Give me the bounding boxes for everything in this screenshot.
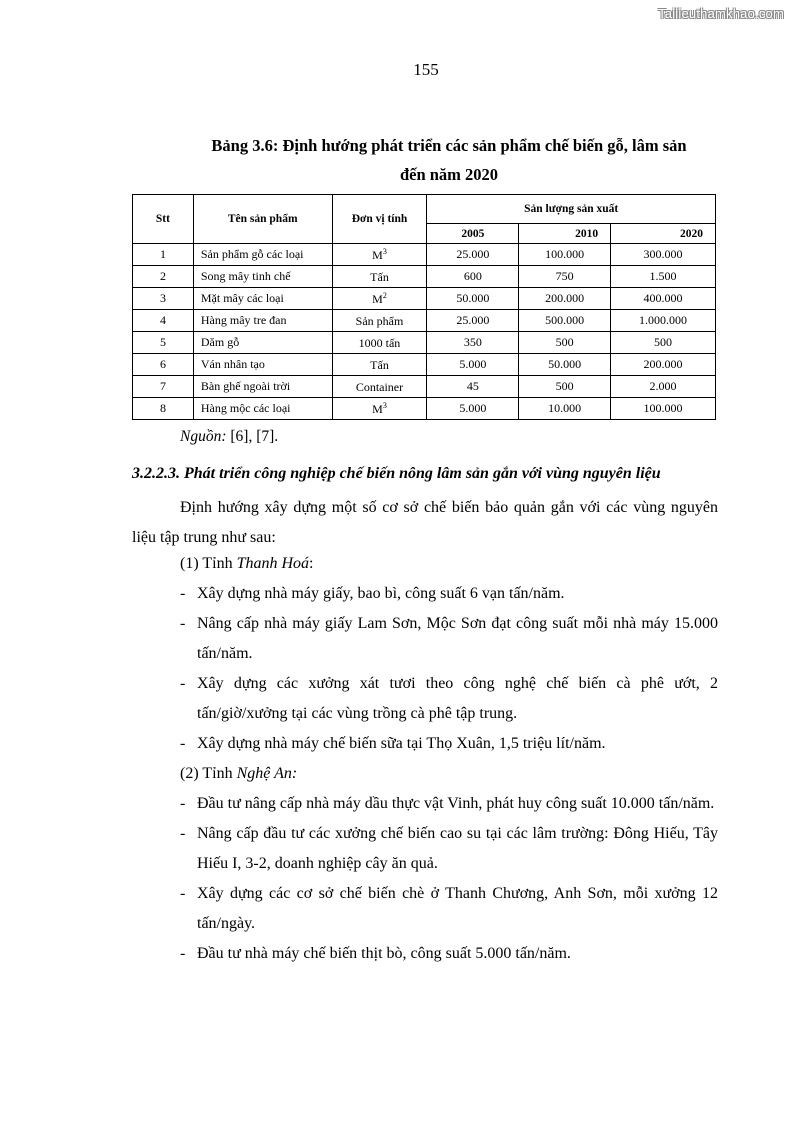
unit-text: M — [372, 401, 383, 416]
header-year-2010: 2010 — [519, 224, 611, 244]
cell-2005: 5.000 — [427, 354, 519, 376]
province-name: Nghệ An: — [236, 765, 298, 782]
table-row — [133, 288, 716, 310]
unit-text: 1000 tấn — [358, 335, 401, 350]
cell-product-name: Song mây tinh chế — [193, 266, 332, 288]
list-item-text: Đầu tư nhà máy chế biến thịt bò, công suất 5.000 tấn/năm. — [197, 945, 571, 962]
header-year-2005: 2005 — [427, 224, 519, 244]
cell-unit — [332, 376, 427, 398]
header-unit: Đơn vị tính — [332, 195, 427, 244]
province-prefix: (2) Tỉnh — [180, 765, 237, 782]
bullet-dash: - — [180, 945, 186, 962]
cell-2010: 500.000 — [519, 310, 611, 332]
cell-2005: 350 — [427, 332, 519, 354]
header-year-2020: 2020 — [611, 224, 716, 244]
cell-stt: 6 — [133, 354, 194, 376]
list-item — [180, 579, 718, 609]
cell-unit — [332, 332, 427, 354]
cell-2005: 25.000 — [427, 244, 519, 266]
table-source — [180, 428, 766, 446]
bullet-dash: - — [180, 735, 186, 752]
cell-product-name: Bàn ghế ngoài trời — [193, 376, 332, 398]
header-output: Sản lượng sản xuất — [427, 195, 716, 224]
cell-product-name: Hàng mộc các loại — [193, 398, 332, 420]
cell-2020: 400.000 — [611, 288, 716, 310]
cell-2005: 50.000 — [427, 288, 519, 310]
table-title-line-1: Bảng 3.6: Định hướng phát triển các sản phẩm chế biến gỗ, lâm sản — [211, 136, 687, 155]
cell-unit — [332, 398, 427, 420]
list-item — [180, 789, 718, 819]
cell-unit — [332, 266, 427, 288]
production-table — [132, 194, 716, 420]
unit-text: Container — [355, 379, 404, 394]
bullet-dash: - — [180, 825, 186, 842]
list-item-text: Xây dựng các cơ sở chế biến chè ở Thanh Chương, Anh Sơn, mỗi xưởng 12 tấn/ngày. — [197, 885, 718, 932]
cell-stt: 2 — [133, 266, 194, 288]
list-item — [180, 939, 718, 969]
table-header-row — [133, 195, 716, 224]
unit-text: M — [372, 291, 383, 306]
cell-stt: 7 — [133, 376, 194, 398]
cell-2020: 300.000 — [611, 244, 716, 266]
unit-text: Tấn — [370, 357, 389, 372]
cell-2005: 45 — [427, 376, 519, 398]
page-number: 155 — [413, 60, 439, 79]
cell-2005: 600 — [427, 266, 519, 288]
province-suffix: : — [309, 555, 314, 572]
list-item — [180, 729, 718, 759]
table-row — [133, 376, 716, 398]
unit-superscript: 3 — [382, 400, 387, 410]
unit-superscript: 2 — [382, 290, 387, 300]
cell-unit — [332, 310, 427, 332]
province-list — [132, 549, 718, 969]
list-item — [180, 879, 718, 939]
table-row — [133, 354, 716, 376]
cell-stt: 8 — [133, 398, 194, 420]
bullet-dash: - — [180, 615, 186, 632]
source-label: Nguồn: — [180, 428, 227, 445]
list-item-text: Xây dựng nhà máy chế biến sữa tại Thọ Xuân, 1,5 triệu lít/năm. — [197, 735, 606, 752]
cell-2020: 1.000.000 — [611, 310, 716, 332]
cell-unit — [332, 354, 427, 376]
section-heading: 3.2.2.3. Phát triển công nghiệp chế biến nông lâm sản gắn với vùng nguyên liệu — [132, 465, 661, 482]
province-name: Thanh Hoá — [236, 555, 310, 572]
unit-text: M — [372, 247, 383, 262]
province-heading — [180, 759, 718, 789]
cell-2010: 100.000 — [519, 244, 611, 266]
bullet-dash: - — [180, 675, 186, 692]
header-product-name: Tên sản phẩm — [193, 195, 332, 244]
list-item-text: Nâng cấp đầu tư các xưởng chế biến cao su tại các lâm trường: Đông Hiếu, Tây Hiếu I, 3-2, doanh nghiệp cây ăn quả. — [197, 825, 718, 872]
header-stt: Stt — [133, 195, 194, 244]
table-row — [133, 244, 716, 266]
cell-product-name: Dăm gỗ — [193, 332, 332, 354]
table-row — [133, 310, 716, 332]
list-item — [180, 609, 718, 669]
cell-2020: 200.000 — [611, 354, 716, 376]
cell-2010: 500 — [519, 376, 611, 398]
province-heading — [180, 549, 718, 579]
unit-superscript: 3 — [382, 246, 387, 256]
cell-2010: 10.000 — [519, 398, 611, 420]
cell-2010: 500 — [519, 332, 611, 354]
bullet-dash: - — [180, 885, 186, 902]
unit-text: Tấn — [370, 269, 389, 284]
cell-stt: 5 — [133, 332, 194, 354]
list-item — [180, 669, 718, 729]
list-item-text: Xây dựng nhà máy giấy, bao bì, công suất 6 vạn tấn/năm. — [197, 585, 565, 602]
list-item — [180, 819, 718, 879]
cell-product-name: Mặt mây các loại — [193, 288, 332, 310]
list-item-text: Nâng cấp nhà máy giấy Lam Sơn, Mộc Sơn đạt công suất mỗi nhà máy 15.000 tấn/năm. — [197, 615, 718, 662]
unit-text: Sản phẩm — [355, 313, 404, 328]
cell-stt: 4 — [133, 310, 194, 332]
table-title-line-2: đến năm 2020 — [399, 165, 499, 184]
cell-product-name: Sản phẩm gỗ các loại — [193, 244, 332, 266]
province-prefix: (1) Tỉnh — [180, 555, 237, 572]
cell-2010: 50.000 — [519, 354, 611, 376]
list-item-text: Đầu tư nâng cấp nhà máy dầu thực vật Vinh, phát huy công suất 10.000 tấn/năm. — [197, 795, 715, 812]
bullet-dash: - — [180, 585, 186, 602]
cell-unit — [332, 288, 427, 310]
table-row — [133, 398, 716, 420]
cell-2005: 25.000 — [427, 310, 519, 332]
list-item-text: Xây dựng các xưởng xát tươi theo công nghệ chế biến cà phê ướt, 2 tấn/giờ/xưởng tại các vùng trồng cà phê tập trung. — [197, 675, 718, 722]
cell-2020: 2.000 — [611, 376, 716, 398]
cell-2010: 200.000 — [519, 288, 611, 310]
intro-paragraph: Định hướng xây dựng một số cơ sở chế biến bảo quản gắn với các vùng nguyên liệu tập trung như sau: — [132, 499, 718, 546]
cell-2020: 100.000 — [611, 398, 716, 420]
cell-2020: 500 — [611, 332, 716, 354]
table-row — [133, 266, 716, 288]
cell-2005: 5.000 — [427, 398, 519, 420]
cell-product-name: Hàng mây tre đan — [193, 310, 332, 332]
cell-2010: 750 — [519, 266, 611, 288]
table-title — [130, 131, 768, 189]
table-row — [133, 332, 716, 354]
cell-stt: 1 — [133, 244, 194, 266]
cell-unit — [332, 244, 427, 266]
watermark-text: Tailieuthamkhao.com — [658, 6, 784, 21]
source-refs: [6], [7]. — [226, 428, 279, 445]
bullet-dash: - — [180, 795, 186, 812]
cell-product-name: Ván nhân tạo — [193, 354, 332, 376]
cell-stt: 3 — [133, 288, 194, 310]
cell-2020: 1.500 — [611, 266, 716, 288]
